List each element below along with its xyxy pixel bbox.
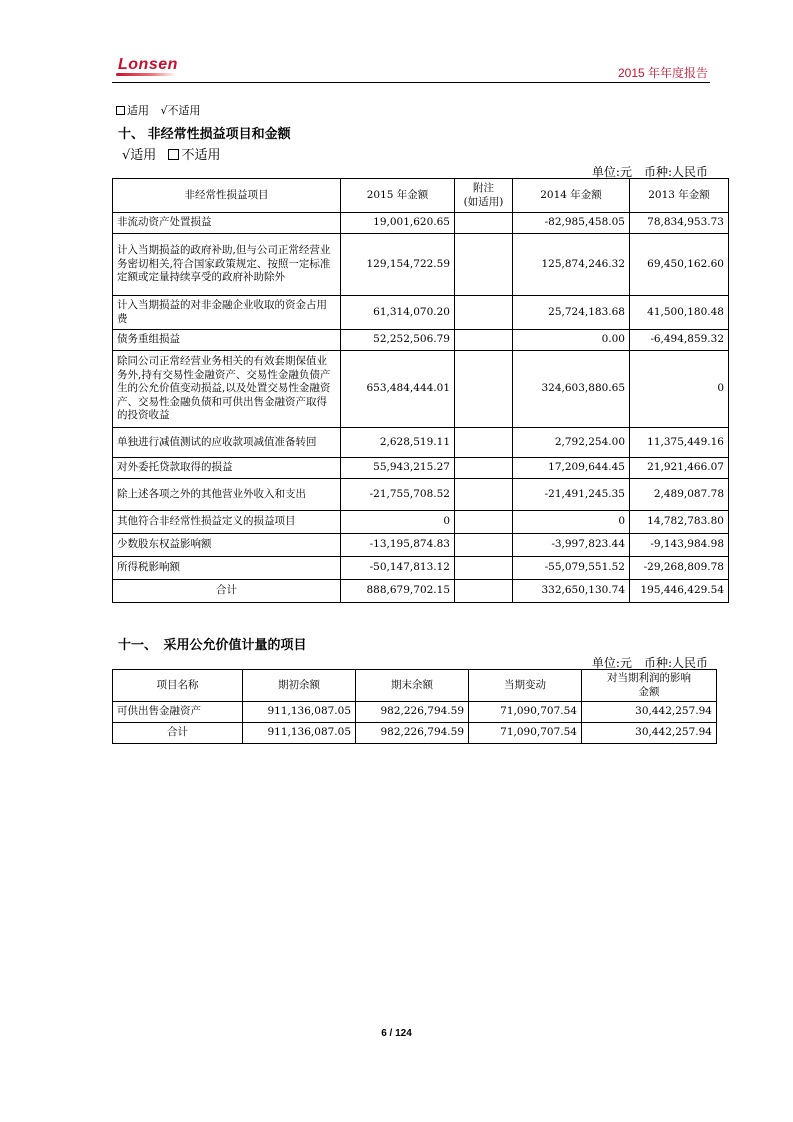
total-2014: 332,650,130.74 (513, 580, 630, 603)
table-row (113, 534, 729, 557)
table-row (113, 479, 729, 511)
table-row (113, 296, 729, 330)
note-cell (455, 580, 513, 603)
value-2013: 0 (630, 351, 729, 428)
col-header-note: 附注 (如适用) (455, 179, 513, 213)
col-header-impact: 对当期利润的影响 金额 (582, 670, 717, 702)
value-2014: 2,792,254.00 (513, 428, 630, 458)
note-cell (455, 458, 513, 479)
header-divider (112, 82, 710, 83)
value-2013: 78,834,953.73 (630, 213, 729, 234)
note-cell (455, 330, 513, 351)
value-2015: 61,314,070.20 (341, 296, 455, 330)
option-not-applicable: √不适用 (160, 104, 201, 117)
value-2014: -82,985,458.05 (513, 213, 630, 234)
value-2013: 11,375,449.16 (630, 428, 729, 458)
option-applicable: √适用 (122, 148, 157, 163)
report-title: 2015 年年度报告 (617, 66, 708, 80)
table-row (113, 511, 729, 534)
table-row (113, 234, 729, 296)
non-recurring-gains-table (112, 178, 729, 603)
row-item: 其他符合非经常性损益定义的损益项目 (113, 511, 341, 534)
section-10-options (122, 144, 220, 163)
note-cell (455, 534, 513, 557)
table-total-row (113, 580, 729, 603)
period-change: 71,090,707.54 (469, 702, 582, 723)
value-2014: -3,997,823.44 (513, 534, 630, 557)
value-2014: 125,874,246.32 (513, 234, 630, 296)
value-2013: 14,782,783.80 (630, 511, 729, 534)
value-2014: 0.00 (513, 330, 630, 351)
note-cell (455, 511, 513, 534)
col-header-name: 项目名称 (113, 670, 243, 702)
row-item: 少数股东权益影响额 (113, 534, 341, 557)
table-row (113, 458, 729, 479)
row-item: 非流动资产处置损益 (113, 213, 341, 234)
row-item: 除上述各项之外的其他营业外收入和支出 (113, 479, 341, 511)
value-2014: 25,724,183.68 (513, 296, 630, 330)
note-cell (455, 479, 513, 511)
row-name: 可供出售金融资产 (113, 702, 243, 723)
value-2015: -21,755,708.52 (341, 479, 455, 511)
prior-section-options (116, 102, 201, 118)
row-item: 债务重组损益 (113, 330, 341, 351)
closing-balance: 982,226,794.59 (356, 723, 469, 744)
logo-swoosh (116, 73, 176, 76)
note-cell (455, 296, 513, 330)
value-2014: 17,209,644.45 (513, 458, 630, 479)
value-2013: 21,921,466.07 (630, 458, 729, 479)
value-2015: 0 (341, 511, 455, 534)
total-2013: 195,446,429.54 (630, 580, 729, 603)
table-row (113, 702, 717, 723)
row-item: 除同公司正常经营业务相关的有效套期保值业务外,持有交易性金融资产、交易性金融负债产生的公允价值变动损益,以及处置交易性金融资产、交易性金融负债和可供出售金融资产取得的投资收益 (113, 351, 341, 428)
table-total-row (113, 723, 717, 744)
value-2013: 69,450,162.60 (630, 234, 729, 296)
section-11-unit: 单位:元 币种:人民币 (591, 656, 708, 670)
value-2014: -21,491,245.35 (513, 479, 630, 511)
value-2013: 41,500,180.48 (630, 296, 729, 330)
row-item: 计入当期损益的政府补助,但与公司正常经营业务密切相关,符合国家政策规定、按照一定标准定额或定量持续享受的政府补助除外 (113, 234, 341, 296)
row-item: 计入当期损益的对非金融企业收取的资金占用费 (113, 296, 341, 330)
col-header-2013: 2013 年金额 (630, 179, 729, 213)
row-item: 单独进行减值测试的应收款项减值准备转回 (113, 428, 341, 458)
note-cell (455, 428, 513, 458)
company-logo: Lonsen (118, 56, 178, 73)
unchecked-box-icon (116, 106, 125, 115)
total-label: 合计 (113, 580, 341, 603)
value-2013: 2,489,087.78 (630, 479, 729, 511)
unchecked-box-icon (168, 149, 179, 160)
value-2014: 0 (513, 511, 630, 534)
col-header-2014: 2014 年金额 (513, 179, 630, 213)
col-header-closing: 期末余额 (356, 670, 469, 702)
page-number: 6 / 124 (381, 1028, 412, 1039)
period-change: 71,090,707.54 (469, 723, 582, 744)
value-2015: -13,195,874.83 (341, 534, 455, 557)
section-10-title: 十、 非经常性损益项目和金额 (118, 126, 291, 141)
value-2014: -55,079,551.52 (513, 557, 630, 580)
value-2015: 19,001,620.65 (341, 213, 455, 234)
row-item: 对外委托贷款取得的损益 (113, 458, 341, 479)
section-11-title: 十一、 采用公允价值计量的项目 (118, 637, 307, 652)
opening-balance: 911,136,087.05 (243, 702, 356, 723)
profit-impact: 30,442,257.94 (582, 702, 717, 723)
col-header-item: 非经常性损益项目 (113, 179, 341, 213)
value-2013: -9,143,984.98 (630, 534, 729, 557)
value-2015: 653,484,444.01 (341, 351, 455, 428)
note-cell (455, 557, 513, 580)
value-2013: -6,494,859.32 (630, 330, 729, 351)
row-name: 合计 (113, 723, 243, 744)
fair-value-items-table (112, 669, 717, 744)
value-2015: 55,943,215.27 (341, 458, 455, 479)
value-2015: 129,154,722.59 (341, 234, 455, 296)
table-row (113, 213, 729, 234)
option-applicable: 适用 (127, 104, 149, 117)
table-row (113, 428, 729, 458)
value-2014: 324,603,880.65 (513, 351, 630, 428)
note-cell (455, 213, 513, 234)
table-header-row (113, 179, 729, 213)
col-header-change: 当期变动 (469, 670, 582, 702)
table-row (113, 351, 729, 428)
total-2015: 888,679,702.15 (341, 580, 455, 603)
value-2013: -29,268,809.78 (630, 557, 729, 580)
option-not-applicable: 不适用 (181, 148, 221, 163)
value-2015: 2,628,519.11 (341, 428, 455, 458)
table-row (113, 557, 729, 580)
value-2015: 52,252,506.79 (341, 330, 455, 351)
table-row (113, 330, 729, 351)
opening-balance: 911,136,087.05 (243, 723, 356, 744)
value-2015: -50,147,813.12 (341, 557, 455, 580)
row-item: 所得税影响额 (113, 557, 341, 580)
note-cell (455, 234, 513, 296)
closing-balance: 982,226,794.59 (356, 702, 469, 723)
table-header-row (113, 670, 717, 702)
col-header-opening: 期初余额 (243, 670, 356, 702)
section-10-unit: 单位:元 币种:人民币 (591, 165, 708, 179)
note-cell (455, 351, 513, 428)
profit-impact: 30,442,257.94 (582, 723, 717, 744)
col-header-2015: 2015 年金额 (341, 179, 455, 213)
